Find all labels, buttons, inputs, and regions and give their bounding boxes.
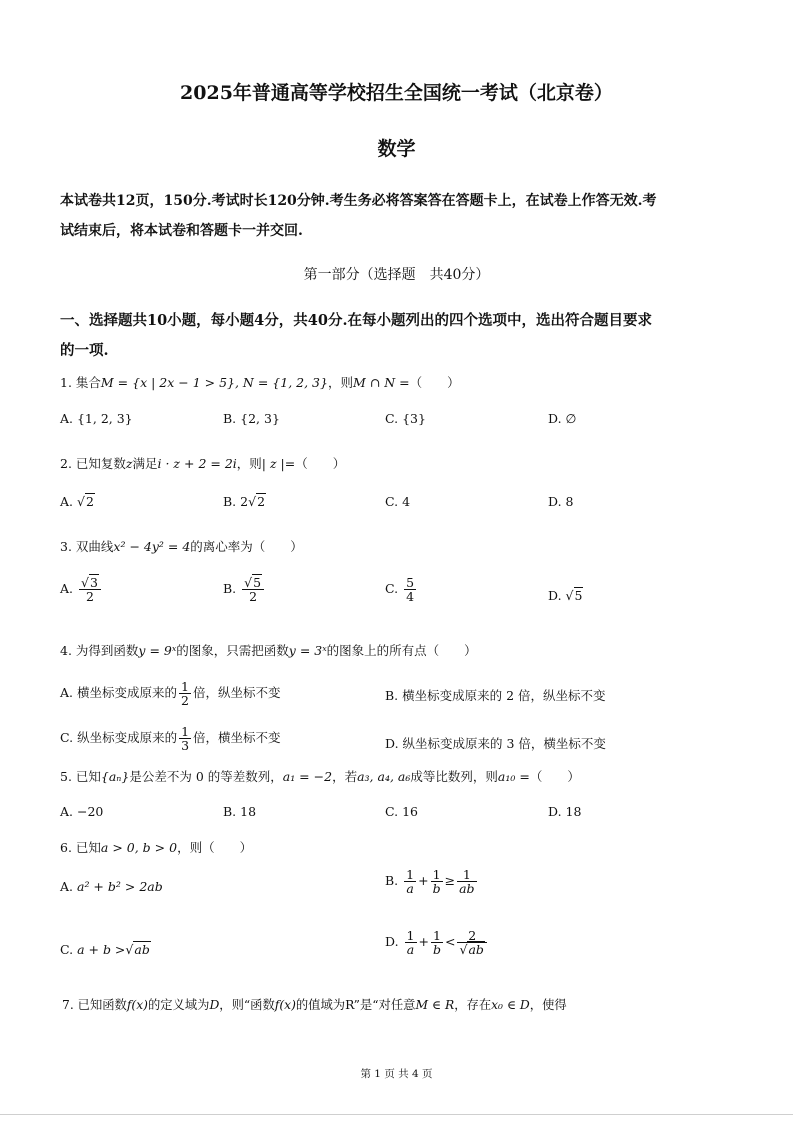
question-2-option-c: C. 4 [385,494,411,509]
part-title: 第一部分（选择题 共40分） [303,267,490,283]
question-6-stem: 6. 已知a > 0, b > 0，则（ ） [60,840,253,855]
intro-line-2: 试结束后，将本试卷和答题卡一并交回. [60,223,303,239]
question-1-option-d: D. ∅ [548,411,577,426]
section-heading-line-2: 的一项. [60,342,109,359]
question-5-option-a: A. −20 [60,804,104,819]
question-4-stem: 4. 为得到函数y = 9ˣ的图象，只需把函数y = 3ˣ的图象上的所有点（ ） [60,643,477,658]
question-4-option-d: D. 纵坐标变成原来的 3 倍，横坐标不变 [385,736,606,751]
question-3-stem: 3. 双曲线x² − 4y² = 4的离心率为（ ） [60,539,303,554]
question-6-option-b: B. $\frac{1}{a}$ + $\frac{1}{b}$ ≥ $\frac{1}{ab}$ [385,867,475,897]
question-5-option-c: C. 16 [385,804,418,819]
sqrt-symbol: √2 [248,494,266,509]
question-5-option-b: B. 18 [223,804,257,819]
question-5-stem: 5. 已知{aₙ}是公差不为 0 的等差数列，a₁ = −2，若a₃, a₄, a₆成等比数列，则a₁₀ =（ ） [60,769,580,784]
intro-line-1: 本试卷共12页，150分.考试时长120分钟.考生务必将答案答在答题卡上，在试卷上作答无效.考 [60,193,657,209]
question-1-option-b: B. {2, 3} [223,411,280,426]
question-5-option-d: D. 18 [548,804,582,819]
bottom-divider [0,1114,793,1115]
question-2-option-b: B. 2√2 [223,494,266,509]
question-4-option-b: B. 横坐标变成原来的 2 倍，纵坐标不变 [385,688,606,703]
question-2-option-d: D. 8 [548,494,574,509]
question-2-stem: 2. 已知复数z满足i · z + 2 = 2i，则| z |=（ ） [60,456,346,471]
subject-title: 数学 [377,138,416,160]
question-7-stem: 7. 已知函数f(x)的定义域为D，则“函数f(x)的值域为R”是“对任意M ∈ R，存在x₀ ∈ D，使得 [62,998,567,1012]
question-3-option-b: B. $\frac{√5}{2}$ [223,576,266,603]
question-4-option-c: C. 纵坐标变成原来的 $\frac{1}{3}$ 倍，横坐标不变 [60,724,281,754]
question-1-option-a: A. {1, 2, 3} [60,411,133,426]
question-6-option-d: D. $\frac{1}{a}$ + $\frac{1}{b}$ < $\frac{2}{√ab}$ [385,929,489,956]
question-6-option-c: C. a + b >√ab [60,942,150,957]
question-3-option-a: A. $\frac{√3}{2}$ [60,576,103,603]
sqrt-symbol: √2 [77,494,94,509]
question-3-option-d: D. √5 [548,588,583,603]
question-6-option-a: A. a² + b² > 2ab [60,879,163,894]
question-2-option-a: A. √2 [60,494,94,509]
question-4-option-a: A. 横坐标变成原来的 $\frac{1}{2}$ 倍，纵坐标不变 [60,679,281,709]
question-3-option-c: C. $\frac{5}{4}$ [385,575,415,605]
page-footer: 第 1 页 共 4 页 [360,1068,433,1080]
section-heading-line-1: 一、选择题共10小题，每小题4分，共40分.在每小题列出的四个选项中，选出符合题目要求 [60,312,652,329]
question-1-stem: 1. 集合M = {x | 2x − 1 > 5}, N = {1, 2, 3}，则M ∩ N =（ ） [60,375,460,390]
exam-title: 2025年普通高等学校招生全国统一考试（北京卷） [180,82,613,104]
question-1-option-c: C. {3} [385,411,426,426]
